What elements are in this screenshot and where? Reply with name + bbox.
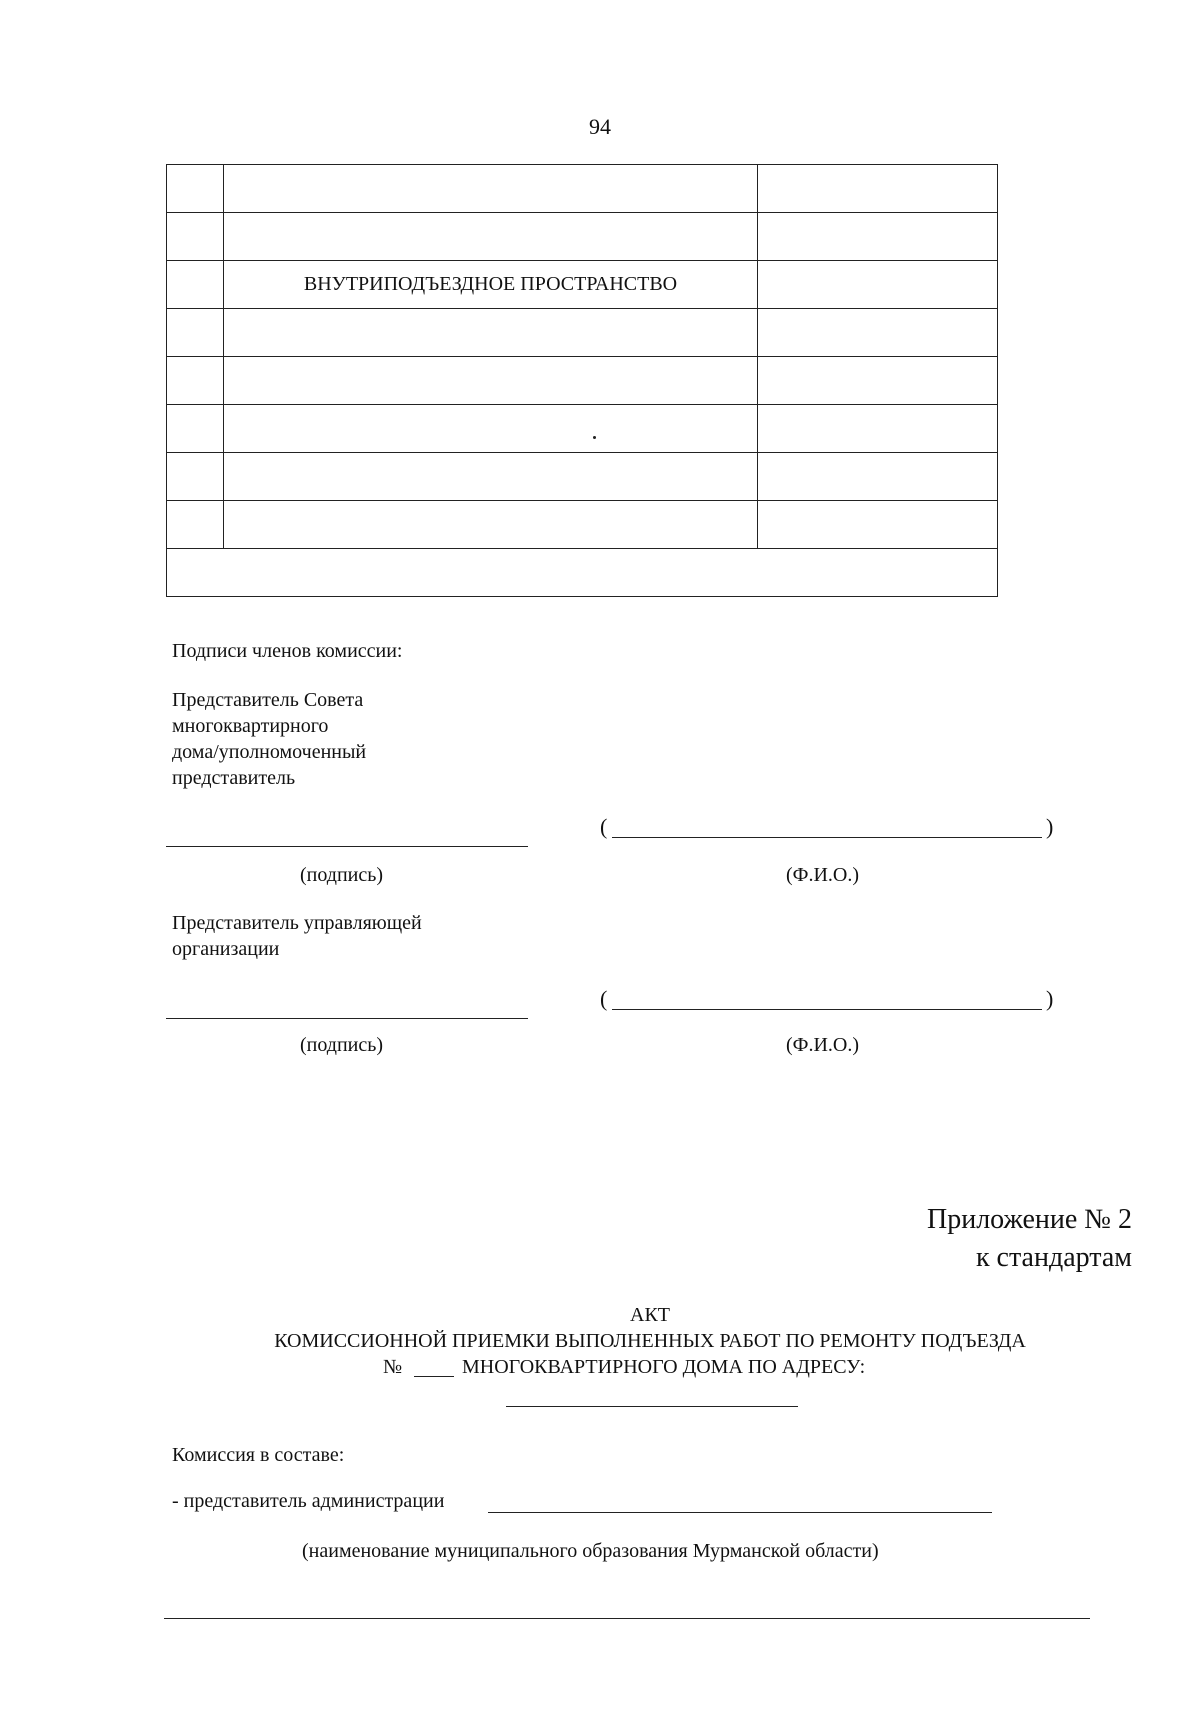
table-row [167, 309, 998, 357]
table-row [167, 405, 998, 453]
table-cell [167, 165, 224, 213]
table-cell [758, 453, 998, 501]
act-number-blank [414, 1376, 454, 1377]
table-cell [758, 309, 998, 357]
table-cell [224, 453, 758, 501]
table-cell [167, 501, 224, 549]
rep1-name-line [612, 837, 1042, 838]
table-row [167, 261, 998, 309]
rep2-signature-caption: (подпись) [300, 1034, 384, 1056]
rep2-open-paren: ( [600, 986, 608, 1011]
table-cell [167, 357, 224, 405]
table-cell [758, 357, 998, 405]
table-cell [224, 357, 758, 405]
admin-rep-blank [488, 1512, 992, 1513]
table-row [167, 213, 998, 261]
table-cell [224, 213, 758, 261]
rep1-name-caption: (Ф.И.О.) [786, 864, 860, 886]
act-address-blank [506, 1406, 798, 1407]
act-subtitle-line2: МНОГОКВАРТИРНОГО ДОМА ПО АДРЕСУ: [462, 1356, 866, 1378]
table-cell [758, 165, 998, 213]
table-cell [167, 309, 224, 357]
inspection-table [166, 164, 998, 597]
table-cell [224, 501, 758, 549]
table-row [167, 165, 998, 213]
table-footer-cell [167, 549, 998, 597]
rep1-open-paren: ( [600, 814, 608, 839]
rep1-title-line2: многоквартирного [172, 715, 329, 737]
rep2-title-line1: Представитель управляющей [172, 912, 422, 934]
rep1-signature-line [166, 846, 528, 847]
admin-rep-label: - представитель администрации [172, 1490, 445, 1512]
table-row [167, 501, 998, 549]
rep1-title-line1: Представитель Совета [172, 689, 364, 711]
rep2-signature-line [166, 1018, 528, 1019]
appendix-line2: к стандартам [975, 1242, 1132, 1273]
signatures-heading: Подписи членов комиссии: [172, 640, 403, 662]
table-cell [758, 261, 998, 309]
act-subtitle-line1: КОМИССИОННОЙ ПРИЕМКИ ВЫПОЛНЕННЫХ РАБОТ ПО РЕМОНТУ ПОДЪЕЗДА [274, 1330, 1026, 1352]
table-cell [167, 453, 224, 501]
table-cell [167, 261, 224, 309]
table-cell [224, 405, 758, 453]
table-cell [224, 309, 758, 357]
table-cell [167, 405, 224, 453]
page-number: 94 [589, 114, 611, 139]
table-cell [758, 405, 998, 453]
rep1-title-line3: дома/уполномоченный [172, 741, 367, 763]
act-title: АКТ [630, 1304, 670, 1326]
table-cell [224, 165, 758, 213]
rep2-name-caption: (Ф.И.О.) [786, 1034, 860, 1056]
rep2-close-paren: ) [1046, 986, 1054, 1011]
bottom-blank-line [164, 1618, 1090, 1619]
rep2-name-line [612, 1009, 1042, 1010]
table-cell [758, 213, 998, 261]
table-footer-row [167, 549, 998, 597]
table-cell [758, 501, 998, 549]
table-row [167, 357, 998, 405]
act-number-sign: № [383, 1356, 403, 1378]
stray-dot [593, 436, 596, 439]
table-cell [167, 213, 224, 261]
commission-heading: Комиссия в составе: [172, 1444, 345, 1466]
rep2-title-line2: организации [172, 938, 280, 960]
rep1-title-line4: представитель [172, 767, 296, 789]
table-row [167, 453, 998, 501]
rep1-signature-caption: (подпись) [300, 864, 384, 886]
table-cell: ВНУТРИПОДЪЕЗДНОЕ ПРОСТРАНСТВО [224, 261, 758, 309]
appendix-line1: Приложение № 2 [927, 1204, 1132, 1235]
admin-rep-caption: (наименование муниципального образования Мурманской области) [302, 1540, 879, 1562]
rep1-close-paren: ) [1046, 814, 1054, 839]
